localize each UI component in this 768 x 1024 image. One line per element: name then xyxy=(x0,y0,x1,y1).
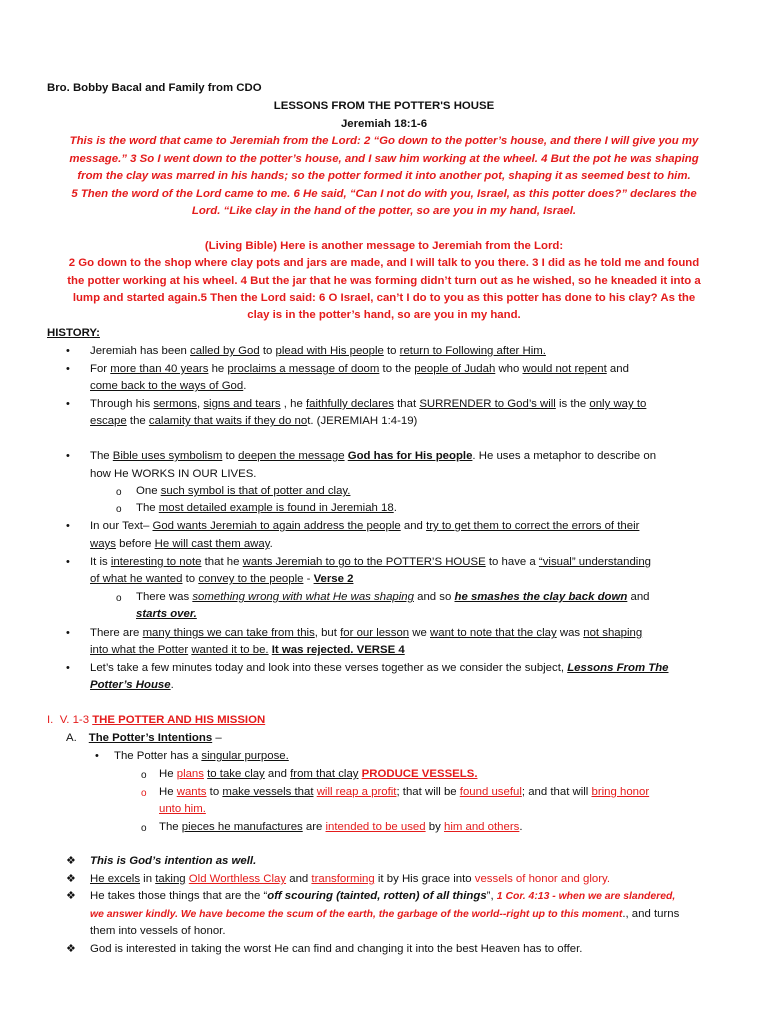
history-point: Let’s take a few minutes today and look into these verses together as we consider the subject, Lessons From The xyxy=(90,662,669,674)
history-point: In our Text– God wants Jeremiah to again address the people and try to get them to correct the errors of their xyxy=(90,520,640,532)
history-point-cont: of what he wanted to convey to the people - Verse 2 xyxy=(90,573,354,585)
sub-bullet-glyph: o xyxy=(141,770,147,781)
bullet-glyph: • xyxy=(66,556,70,568)
subsection-a: A. The Potter’s Intentions – xyxy=(66,732,222,744)
sub-point: The most detailed example is found in Jeremiah 18. xyxy=(136,502,397,514)
history-point: Jeremiah has been called by God to plead with His people to return to Following after Him. xyxy=(90,345,546,357)
key-point: God is interested in taking the worst He can find and changing it into the best Heaven has to offer. xyxy=(90,943,583,955)
bullet-glyph: • xyxy=(95,750,99,762)
scripture-line: Lord. “Like clay in the hand of the potter, so are you in my hand, Israel. xyxy=(191,205,577,217)
diamond-glyph: ❖ xyxy=(66,890,76,902)
sub-bullet-glyph: o xyxy=(116,593,122,604)
history-point: It is interesting to note that he wants Jeremiah to go to the POTTER’S HOUSE to have a “visual” understanding xyxy=(90,556,651,568)
bullet-glyph: • xyxy=(66,398,70,410)
key-point-cont: them into vessels of honor. xyxy=(90,925,226,937)
history-point-cont: into what the Potter wanted it to be. It was rejected. VERSE 4 xyxy=(90,644,405,656)
bullet-glyph: • xyxy=(66,450,70,462)
potter-purpose: The Potter has a singular purpose. xyxy=(114,750,289,762)
sub-point: There was something wrong with what He was shaping and so he smashes the clay back down and xyxy=(136,591,650,603)
sub-bullet-glyph: o xyxy=(116,504,122,515)
scripture-reference: Jeremiah 18:1-6 xyxy=(340,118,428,130)
living-bible-line: lump and started again.5 Then the Lord said: 6 O Israel, can’t I do to you as this potter has done to his clay? As the xyxy=(72,292,696,304)
sub-bullet-glyph: o xyxy=(116,487,122,498)
diamond-glyph: ❖ xyxy=(66,855,76,867)
history-point: For more than 40 years he proclaims a message of doom to the people of Judah who would not repent and xyxy=(90,363,629,375)
living-bible-line: the potter working at his wheel. 4 But the jar that he was forming didn’t turn out as he wished, so he kneaded it into a xyxy=(67,275,701,287)
history-point: The Bible uses symbolism to deepen the message God has for His people. He uses a metaphor to describe on xyxy=(90,450,657,462)
intention-point: The pieces he manufactures are intended to be used by him and others. xyxy=(159,821,523,833)
sub-bullet-glyph: o xyxy=(141,788,147,799)
intention-point-cont: unto him. xyxy=(159,803,206,815)
history-point-cont: how He WORKS IN OUR LIVES. xyxy=(90,468,257,480)
sub-point: One such symbol is that of potter and clay. xyxy=(136,485,351,497)
sub-bullet-glyph: o xyxy=(141,823,147,834)
sub-point-cont: starts over. xyxy=(136,608,197,620)
history-point: Through his sermons, signs and tears , he faithfully declares that SURRENDER to God’s will is the only way to xyxy=(90,398,647,410)
bullet-glyph: • xyxy=(66,662,70,674)
diamond-glyph: ❖ xyxy=(66,873,76,885)
author-line: Bro. Bobby Bacal and Family from CDO xyxy=(47,82,262,94)
key-point: He excels in taking Old Worthless Clay and transforming it by His grace into vessels of honor and glory. xyxy=(90,873,611,885)
sermon-title: LESSONS FROM THE POTTER'S HOUSE xyxy=(273,100,495,112)
key-point: This is God’s intention as well. xyxy=(90,855,257,867)
diamond-glyph: ❖ xyxy=(66,943,76,955)
bullet-glyph: • xyxy=(66,520,70,532)
history-point: There are many things we can take from this, but for our lesson we want to note that the clay was not shaping xyxy=(90,627,643,639)
scripture-line: This is the word that came to Jeremiah from the Lord: 2 “Go down to the potter’s house, and there I will give you my xyxy=(69,135,699,147)
bullet-glyph: • xyxy=(66,345,70,357)
history-point-cont: come back to the ways of God. xyxy=(90,380,247,392)
bullet-glyph: • xyxy=(66,363,70,375)
scripture-line: message.” 3 So I went down to the potter’s house, and I saw him working at the wheel. 4 But the pot he was shaping xyxy=(69,153,699,165)
living-bible-line: clay is in the potter’s hand, so are you in my hand. xyxy=(247,309,521,321)
living-bible-line: (Living Bible) Here is another message to Jeremiah from the Lord: xyxy=(204,240,564,252)
intention-point: He wants to make vessels that will reap a profit; that will be found useful; and that will bring honor xyxy=(159,786,650,798)
living-bible-line: 2 Go down to the shop where clay pots and jars are made, and I will talk to you there. 3 I did as he told me and found xyxy=(68,257,700,269)
history-heading: HISTORY: xyxy=(47,327,100,339)
scripture-line: from the clay was marred in his hands; so the potter formed it into another pot, shaping it as seemed best to him. xyxy=(77,170,691,182)
bullet-glyph: • xyxy=(66,627,70,639)
history-point-cont: escape the calamity that waits if they do not. (JEREMIAH 1:4-19) xyxy=(90,415,418,427)
intention-point: He plans to take clay and from that clay PRODUCE VESSELS. xyxy=(159,768,478,780)
key-point-cont: we answer kindly. We have become the scum of the earth, the garbage of the world--right up to this moment., and turns xyxy=(90,908,680,920)
history-point-cont: ways before He will cast them away. xyxy=(90,538,273,550)
key-point: He takes those things that are the “off scouring (tainted, rotten) of all things”, 1 Cor. 4:13 - when we are slandered, xyxy=(90,890,676,902)
scripture-line: 5 Then the word of the Lord came to me. 6 He said, “Can I not do with you, Israel, as this potter does?” declares the xyxy=(71,188,697,200)
history-point-cont: Potter’s House. xyxy=(90,679,174,691)
section-heading: I. V. 1-3 THE POTTER AND HIS MISSION xyxy=(47,714,266,726)
